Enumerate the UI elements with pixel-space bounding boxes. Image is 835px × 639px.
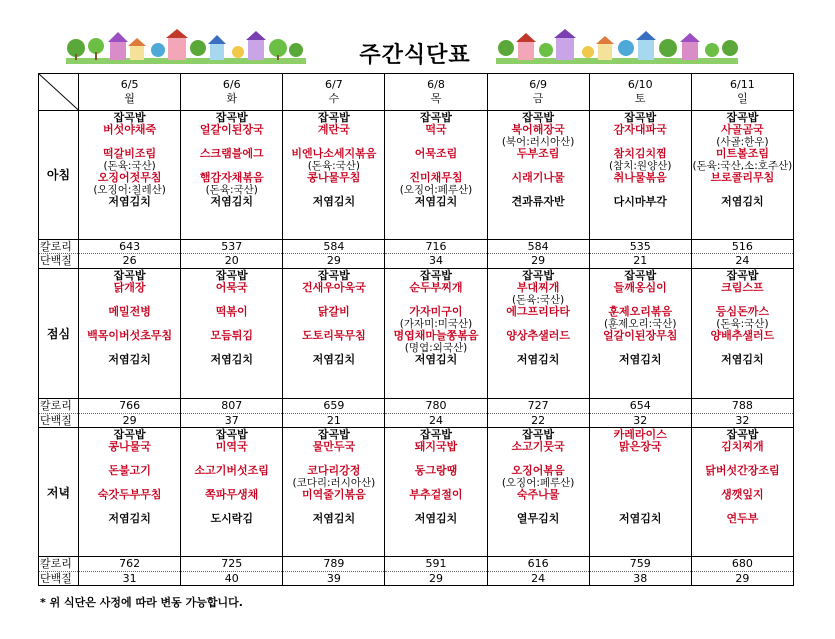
menu-item: 브로콜리무침 [710, 170, 775, 184]
protein-value: 21 [283, 413, 385, 427]
day-header [79, 74, 181, 111]
calories-value: 759 [589, 557, 691, 571]
origin-note: (참치:원양산) [609, 159, 672, 172]
menu-item: 비엔나소세지볶음 [291, 146, 377, 160]
calories-value: 727 [487, 399, 589, 413]
menu-item: 잡곡밥 [420, 427, 452, 441]
menu-item [590, 294, 691, 306]
menu-item: 북어해장국 [511, 122, 565, 136]
calories-label: 칼로리 [39, 399, 79, 413]
protein-value: 34 [385, 254, 487, 268]
menu-item: 저염김치 [210, 352, 253, 366]
protein-row [39, 413, 794, 427]
menu-item: 등심돈까스 [715, 304, 769, 318]
menu-cell [79, 427, 181, 557]
menu-cell [181, 427, 283, 557]
protein-value: 29 [385, 571, 487, 585]
calories-value: 716 [385, 240, 487, 254]
menu-item: 숙주나물 [516, 487, 560, 501]
menu-item: 부추겉절이 [409, 487, 463, 501]
menu-item [590, 489, 691, 501]
calories-value: 725 [181, 557, 283, 571]
menu-cell [79, 110, 181, 240]
calories-row [39, 557, 794, 571]
menu-item: 잡곡밥 [215, 268, 248, 282]
day-header [691, 74, 793, 111]
menu-item: 카레라이스 [613, 427, 667, 441]
menu-item [181, 136, 282, 148]
day-header [589, 74, 691, 111]
protein-label: 단백질 [39, 413, 79, 427]
menu-item: 메밀전병 [108, 304, 151, 318]
protein-value: 24 [385, 413, 487, 427]
corner-cell [39, 74, 79, 111]
protein-value: 32 [691, 413, 793, 427]
meal-row [39, 110, 794, 240]
calories-value: 789 [283, 557, 385, 571]
origin-note: (오징어:칠레산) [93, 183, 166, 196]
menu-item: 잡곡밥 [726, 110, 759, 124]
protein-value: 40 [181, 571, 283, 585]
menu-item: 감자대파국 [613, 122, 667, 136]
day-weekday: 수 [328, 92, 340, 105]
menu-cell [589, 427, 691, 557]
menu-item [283, 294, 384, 306]
menu-item: 명엽채마늘쫑볶음 [393, 328, 479, 342]
day-weekday: 월 [124, 92, 135, 105]
menu-item: 잡곡밥 [420, 110, 452, 124]
origin-note: (북어:러시아산) [501, 135, 575, 148]
menu-item: 취나물볶음 [613, 170, 667, 184]
origin-note: (돈육:국산) [307, 159, 361, 172]
day-weekday: 목 [430, 92, 442, 105]
day-weekday: 일 [737, 92, 748, 105]
protein-label: 단백질 [39, 254, 79, 268]
menu-item: 쪽파무생채 [205, 487, 259, 501]
menu-item: 닭버섯간장조림 [705, 463, 780, 477]
menu-item: 잡곡밥 [317, 268, 350, 282]
menu-item: 저염김치 [414, 511, 458, 525]
menu-item: 저염김치 [210, 194, 253, 208]
menu-item: 저염김치 [721, 352, 764, 366]
origin-note: (오징어:페루산) [399, 183, 473, 196]
day-weekday: 토 [634, 92, 646, 105]
menu-item: 잡곡밥 [317, 427, 350, 441]
menu-item: 부대찌개 [516, 280, 560, 294]
protein-value: 24 [691, 254, 793, 268]
menu-cell [487, 110, 589, 240]
page-title: 주간식단표 [359, 43, 471, 68]
menu-item: 저염김치 [516, 352, 560, 366]
meal-label: 저녁 [39, 427, 79, 557]
origin-note: (훈제오리:국산) [603, 317, 677, 330]
protein-value: 20 [181, 254, 283, 268]
menu-item: 잡곡밥 [522, 110, 555, 124]
menu-item: 콩나물국 [108, 439, 151, 453]
menu-cell [283, 110, 385, 240]
menu-item: 미트볼조림 [715, 146, 769, 160]
calories-value: 762 [79, 557, 181, 571]
protein-value: 39 [283, 571, 385, 585]
menu-item: 잡곡밥 [113, 268, 146, 282]
menu-item: 맑은장국 [618, 439, 662, 453]
menu-item [488, 318, 589, 330]
menu-item: 잡곡밥 [215, 427, 248, 441]
menu-item: 저염김치 [108, 352, 151, 366]
calories-value: 643 [79, 240, 181, 254]
protein-label: 단백질 [39, 571, 79, 585]
menu-item: 가자미구이 [409, 304, 463, 318]
day-weekday: 화 [226, 92, 238, 105]
menu-item: 저염김치 [721, 194, 764, 208]
meal-row [39, 268, 794, 399]
menu-item: 돈불고기 [108, 463, 151, 477]
header [0, 0, 835, 72]
menu-item: 잡곡밥 [317, 110, 350, 124]
menu-item [283, 184, 384, 196]
calories-value: 780 [385, 399, 487, 413]
menu-item: 햄감자채볶음 [199, 170, 264, 184]
menu-item: 생깻잎지 [721, 487, 764, 501]
origin-note: (돈육:국산) [716, 317, 769, 330]
menu-item [590, 453, 691, 465]
menu-item [79, 318, 180, 330]
menu-item: 참치김치찜 [613, 146, 667, 160]
menu-item: 잡곡밥 [624, 110, 657, 124]
menu-item: 건새우아욱국 [301, 280, 366, 294]
menu-item [590, 465, 691, 477]
calories-value: 788 [691, 399, 793, 413]
day-date: 6/11 [730, 78, 755, 91]
menu-item: 김치찌개 [721, 439, 764, 453]
menu-item [283, 136, 384, 148]
origin-note: (사골:한우) [716, 135, 769, 148]
menu-item [692, 294, 793, 306]
menu-cell [691, 427, 793, 557]
origin-note: (돈육:국산) [103, 159, 156, 172]
menu-item: 잡곡밥 [726, 427, 759, 441]
menu-item: 도토리묵무침 [301, 328, 366, 342]
origin-note: (가자미:미국산) [399, 317, 473, 330]
protein-value: 29 [487, 254, 589, 268]
menu-item: 저염김치 [618, 352, 662, 366]
protein-value: 37 [181, 413, 283, 427]
menu-item [79, 136, 180, 148]
menu-item: 잡곡밥 [726, 268, 759, 282]
menu-cell [385, 427, 487, 557]
calories-value: 591 [385, 557, 487, 571]
menu-item: 물만두국 [312, 439, 356, 453]
meal-row [39, 427, 794, 557]
meal-label: 아침 [39, 110, 79, 240]
menu-item: 잡곡밥 [113, 427, 146, 441]
meal-label: 점심 [39, 268, 79, 399]
menu-item: 어묵조림 [414, 146, 458, 160]
menu-item: 들깨옹심이 [613, 280, 667, 294]
day-date: 6/10 [627, 78, 653, 91]
menu-item: 콩나물무침 [307, 170, 361, 184]
menu-item: 잡곡밥 [522, 427, 555, 441]
menu-cell [487, 268, 589, 399]
menu-item: 잡곡밥 [522, 268, 555, 282]
menu-item [385, 160, 486, 172]
menu-item: 저염김치 [414, 352, 458, 366]
origin-note: (돈육:국산,소:호주산) [692, 159, 793, 172]
menu-item [181, 294, 282, 306]
menu-item: 저염김치 [618, 511, 662, 525]
menu-item [79, 342, 180, 354]
menu-item: 스크램블에그 [199, 146, 264, 160]
menu-item: 저염김치 [414, 194, 458, 208]
menu-item: 시래기나물 [511, 170, 565, 184]
calories-value: 584 [283, 240, 385, 254]
calories-value: 584 [487, 240, 589, 254]
protein-value: 29 [79, 413, 181, 427]
menu-item [488, 184, 589, 196]
menu-item [181, 318, 282, 330]
menu-item [590, 342, 691, 354]
menu-item [590, 184, 691, 196]
menu-cell [79, 268, 181, 399]
menu-item: 코다리강정 [307, 463, 361, 477]
menu-item: 도시락김 [210, 511, 253, 525]
calories-value: 537 [181, 240, 283, 254]
menu-item [692, 342, 793, 354]
menu-item: 저염김치 [108, 511, 151, 525]
menu-item: 열무김치 [516, 511, 560, 525]
calories-row [39, 399, 794, 413]
protein-value: 31 [79, 571, 181, 585]
menu-item: 오징어젓무침 [97, 170, 162, 184]
village-illustration-left [66, 28, 306, 64]
day-weekday: 금 [532, 92, 544, 105]
origin-note: (명엽:외국산) [404, 341, 468, 354]
menu-item: 떡볶이 [215, 304, 248, 318]
menu-item: 잡곡밥 [420, 268, 452, 282]
protein-value: 22 [487, 413, 589, 427]
menu-item: 잡곡밥 [215, 110, 248, 124]
day-header [487, 74, 589, 111]
footer-note: * 위 식단은 사정에 따라 변동 가능합니다. [40, 596, 243, 609]
menu-item: 숙갓두부무침 [97, 487, 162, 501]
origin-note: (코다리:러시아산) [292, 476, 376, 489]
menu-item: 잡곡밥 [624, 268, 657, 282]
menu-cell [385, 268, 487, 399]
menu-item: 두부조림 [516, 146, 560, 160]
menu-item: 어묵국 [215, 280, 248, 294]
protein-value: 24 [487, 571, 589, 585]
menu-item: 모듬튀김 [210, 328, 253, 342]
menu-item [181, 160, 282, 172]
menu-item: 소고기뭇국 [511, 439, 565, 453]
day-date: 6/7 [325, 78, 343, 91]
menu-item: 저염김치 [108, 194, 151, 208]
menu-item: 떡국 [425, 122, 447, 136]
day-header [385, 74, 487, 111]
protein-row [39, 254, 794, 268]
menu-item: 진미채무침 [409, 170, 463, 184]
menu-item: 다시마부각 [613, 194, 667, 208]
menu-cell [487, 427, 589, 557]
calories-value: 659 [283, 399, 385, 413]
day-header [181, 74, 283, 111]
day-date: 6/5 [120, 78, 139, 91]
date-header-row [39, 74, 794, 111]
menu-cell [181, 110, 283, 240]
menu-item: 떡갈비조림 [103, 146, 157, 160]
protein-value: 29 [283, 254, 385, 268]
menu-item [488, 160, 589, 172]
menu-item: 사골곰국 [721, 122, 764, 136]
menu-item: 저염김치 [312, 194, 356, 208]
protein-value: 21 [589, 254, 691, 268]
calories-value: 535 [589, 240, 691, 254]
protein-value: 26 [79, 254, 181, 268]
menu-item [590, 136, 691, 148]
menu-item [692, 184, 793, 196]
menu-item: 버섯야채죽 [103, 122, 157, 136]
menu-item: 저염김치 [312, 352, 356, 366]
calories-value: 654 [589, 399, 691, 413]
origin-note: (오징어:페루산) [501, 476, 575, 489]
calories-value: 616 [487, 557, 589, 571]
menu-cell [691, 110, 793, 240]
menu-item: 잡곡밥 [113, 110, 146, 124]
menu-cell [283, 427, 385, 557]
menu-item: 에그프리타타 [506, 304, 570, 318]
menu-item: 얼갈이된장국 [199, 122, 264, 136]
menu-item [283, 318, 384, 330]
menu-item: 돼지국밥 [414, 439, 458, 453]
menu-cell [283, 268, 385, 399]
menu-item: 소고기버섯조림 [194, 463, 269, 477]
day-header [283, 74, 385, 111]
menu-item: 미역국 [215, 439, 248, 453]
menu-item [283, 342, 384, 354]
menu-item: 저염김치 [312, 511, 356, 525]
calories-row [39, 240, 794, 254]
menu-item: 훈제오리볶음 [608, 304, 673, 318]
menu-item [488, 342, 589, 354]
menu-item: 오징어볶음 [511, 463, 565, 477]
protein-row [39, 571, 794, 585]
village-illustration-right [496, 28, 738, 64]
menu-item: 백목이버섯초무침 [87, 328, 173, 342]
menu-cell [589, 110, 691, 240]
menu-item [79, 294, 180, 306]
day-date: 6/8 [427, 78, 445, 91]
menu-item [590, 477, 691, 489]
menu-item: 양상추샐러드 [506, 328, 570, 342]
menu-item: 순두부찌개 [409, 280, 463, 294]
origin-note: (돈육:국산) [511, 293, 565, 306]
calories-value: 516 [691, 240, 793, 254]
menu-item [385, 294, 486, 306]
calories-value: 807 [181, 399, 283, 413]
menu-item: 양배추샐러드 [710, 328, 775, 342]
menu-item: 크림스프 [721, 280, 764, 294]
menu-item [181, 342, 282, 354]
menu-item: 닭개장 [113, 280, 146, 294]
protein-value: 32 [589, 413, 691, 427]
day-date: 6/6 [222, 78, 241, 91]
weekly-menu-table [38, 73, 794, 586]
menu-cell [691, 268, 793, 399]
menu-item: 동그랑땡 [414, 463, 458, 477]
menu-cell [385, 110, 487, 240]
menu-item [385, 136, 486, 148]
protein-value: 29 [691, 571, 793, 585]
menu-item: 얼갈이된장무침 [603, 328, 678, 342]
origin-note: (돈육:국산) [205, 183, 258, 196]
calories-value: 680 [691, 557, 793, 571]
menu-item: 미역줄기볶음 [301, 487, 366, 501]
menu-item: 연두부 [726, 511, 759, 525]
calories-label: 칼로리 [39, 557, 79, 571]
menu-item: 닭갈비 [317, 304, 350, 318]
menu-cell [589, 268, 691, 399]
calories-label: 칼로리 [39, 240, 79, 254]
day-date: 6/9 [529, 78, 547, 91]
menu-item: 계란국 [317, 122, 350, 136]
menu-cell [181, 268, 283, 399]
calories-value: 766 [79, 399, 181, 413]
menu-item: 견과류자반 [511, 194, 565, 208]
protein-value: 38 [589, 571, 691, 585]
